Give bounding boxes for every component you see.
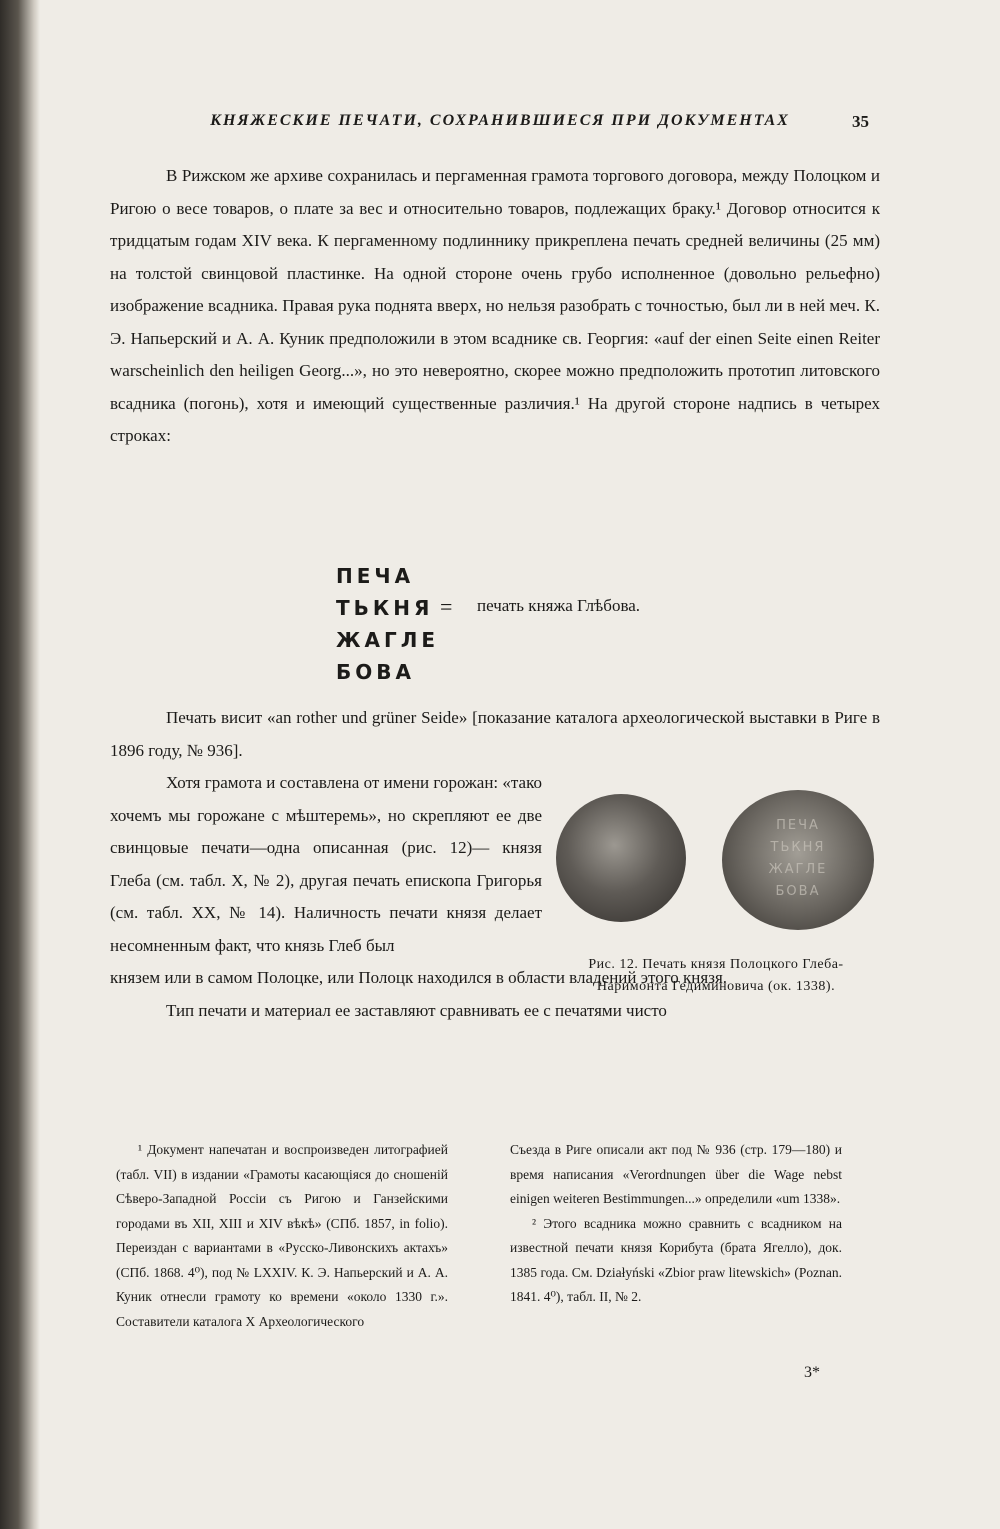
figure-caption (544, 954, 888, 998)
signature-mark: 3* (804, 1364, 820, 1381)
inscription-line-4: БОВА (336, 660, 415, 684)
footnotes-left-column (116, 1138, 448, 1334)
seal-figure (550, 790, 880, 940)
page-number: 35 (852, 112, 869, 131)
equals-sign: = (440, 594, 453, 619)
footnote-1: ¹ Документ напечатан и воспроизведен литографией (табл. VII) в издании «Грамоты касающіяся до сношеній Сѣверо-Западной Россіи съ Ригою и Ганзейскими городами въ XII, XIII и XIV вѣкѣ» (СПб. 1857, in folio). Переиздан с вариантами в «Русско-Ливонскихъ актахъ» (СПб. 1868. 4⁰), под № LXXIV. К. Э. Напьерский и А. А. Куник отнесли грамоту ко времени «около 1330 г.». Составители каталога X Археологического (116, 1142, 448, 1329)
book-spine-shadow (0, 0, 40, 1529)
paragraph-3-narrow: Хотя грамота и составлена от имени горожан: «тако хочемъ мы горожане с мѣштеремь», но скрепляют ее две свинцовые печати—одна описанная (рис. 12)— князя Глеба (см. табл. X, № 2), другая печать епископа Григорья (см. табл. XX, № 14). Наличность печати князя делает несомненным факт, что князь Глеб был (110, 773, 542, 955)
inscription-line-3: ЖАГЛЕ (336, 628, 439, 652)
seal-obverse-image (556, 794, 686, 922)
caption-line-1: Рис. 12. Печать князя Полоцкого Глеба- (588, 957, 844, 972)
footnotes-right-column (510, 1138, 842, 1310)
paragraph-1: В Рижском же архиве сохранилась и пергаменная грамота торгового договора, между Полоцком и Ригою о весе товаров, о плате за вес и относительно товаров, подлежащих браку.¹ Договор относится к тридцатым годам XIV века. К пергаменному подлиннику прикреплена печать средней величины (25 мм) на толстой свинцовой пластинке. На одной стороне очень грубо исполненное (довольно рельефно) изображение всадника. Правая рука поднята вверх, но нельзя разобрать с точностью, был ли в ней меч. К. Э. Напьерский и А. А. Куник предположили в этом всаднике св. Георгия: «auf der einen Seite einen Reiter warscheinlich den heiligen Georg...», но это невероятно, скорее можно предположить прототип литовского всадника (погонь), хотя и имеющий существенные различия.¹ На другой стороне надпись в четырех строках: (110, 166, 880, 445)
paragraph-4: Тип печати и материал ее заставляют сравнивать ее с печатями чисто (166, 1000, 667, 1020)
footnote-2: ² Этого всадника можно сравнить с всадником на известной печати князя Корибута (брата Ягелло), док. 1385 года. См. Działyński «Zbior praw litewskich» (Poznan. 1841. 4⁰), табл. II, № 2. (510, 1215, 842, 1304)
paragraph-3-full: князем или в самом Полоцке, или Полоцк находился в области владений этого князя. (110, 968, 728, 987)
main-text-top (110, 160, 880, 453)
caption-line-2: Наримонта Гедиминовича (ок. 1338). (596, 979, 836, 994)
seal-inscription (336, 560, 439, 688)
running-head: КНЯЖЕСКИЕ ПЕЧАТИ, СОХРАНИВШИЕСЯ ПРИ ДОКУМЕНТАХ (210, 112, 790, 129)
inscription-line-1: ПЕЧА (336, 564, 415, 588)
seal-reverse-image: ПЕЧА ТЬКНЯ ЖАГЛЕ БОВА (722, 790, 874, 930)
footnote-1-continued: Съезда в Риге описали акт под № 936 (стр. 179—180) и время написания «Verordnungen über die Wage nebst einigen weiteren Bestimmungen...» определили «um 1338». (510, 1142, 842, 1206)
inscription-line-2: ТЬКНЯ (336, 596, 434, 620)
inscription-translation: печать княжа Глѣбова. (477, 596, 641, 615)
paragraph-2: Печать висит «an rother und grüner Seide» [показание каталога археологической выставки в Риге в 1896 году, № 936]. (110, 708, 880, 760)
